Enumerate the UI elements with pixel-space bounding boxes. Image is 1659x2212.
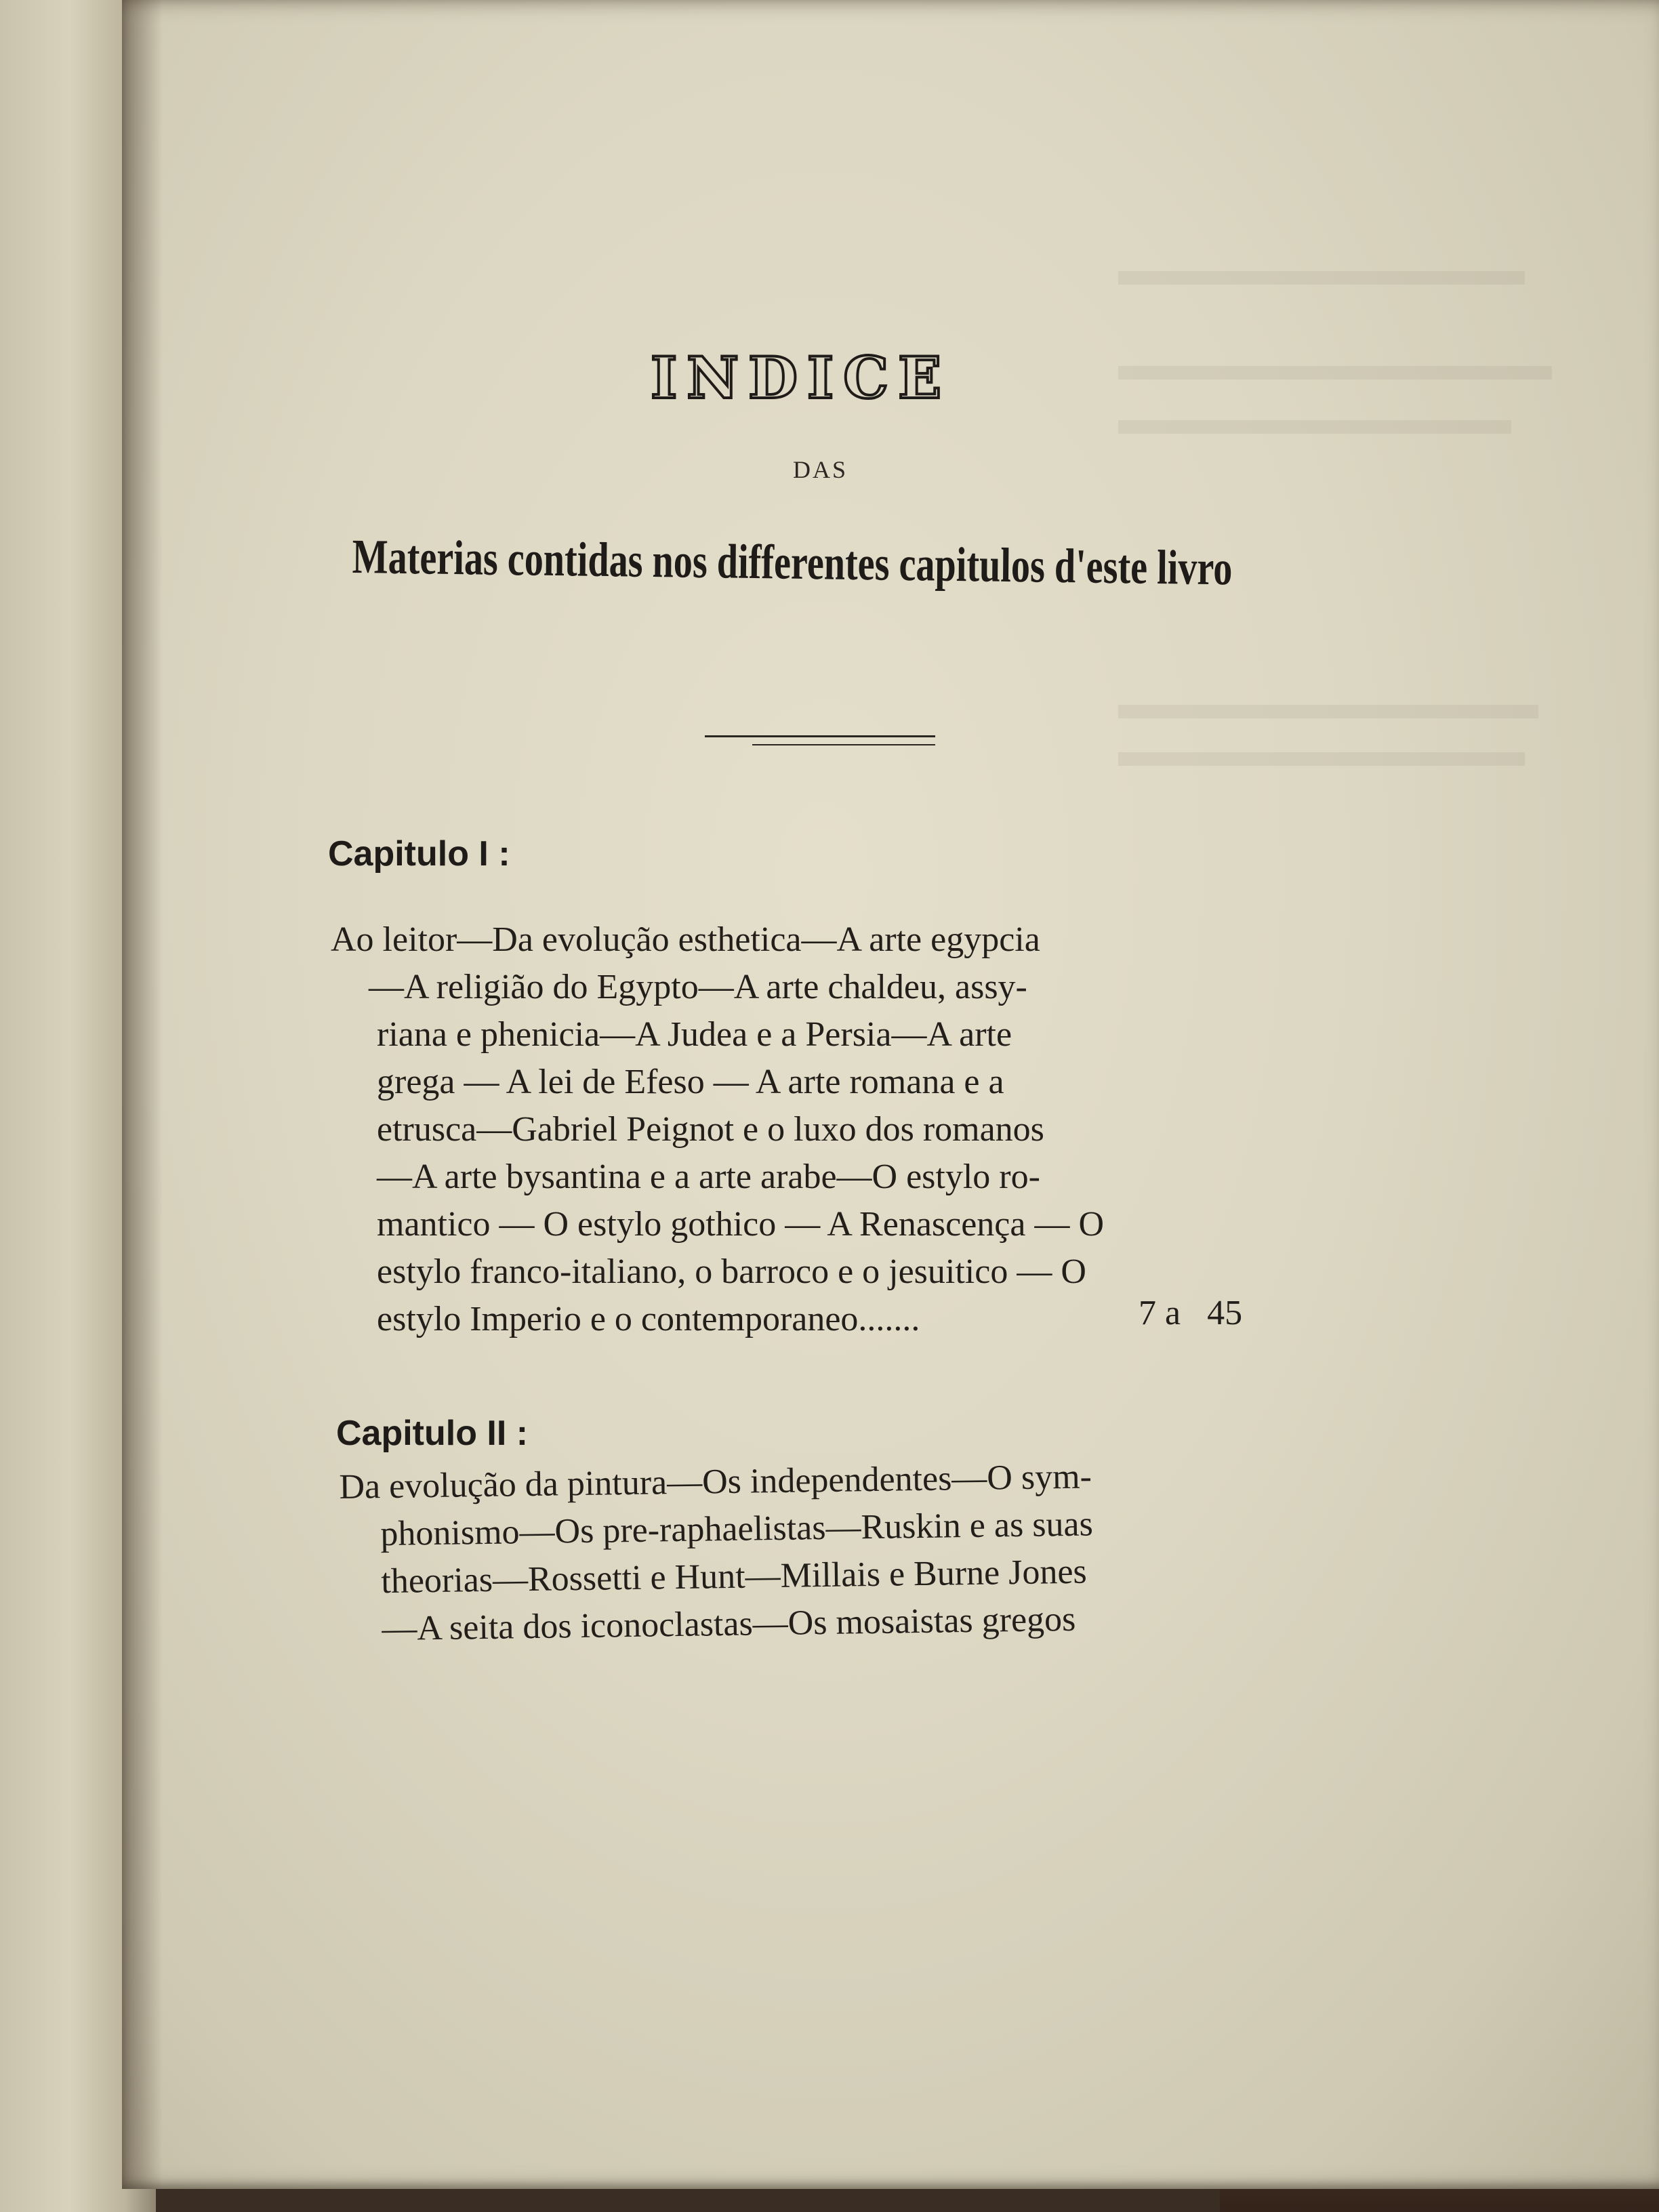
index-heading: Materias contidas nos differentes capitulos d'este livro bbox=[352, 529, 1233, 596]
entry-line: etrusca—Gabriel Peignot e o luxo dos romanos bbox=[377, 1110, 1044, 1149]
show-through-mark bbox=[1118, 420, 1511, 434]
gutter-shadow bbox=[122, 0, 163, 2189]
chapter-2-label: Capitulo II : bbox=[336, 1414, 529, 1453]
index-title: INDICE bbox=[651, 344, 951, 411]
decorative-rule bbox=[752, 744, 935, 745]
show-through-mark bbox=[1118, 271, 1525, 285]
chapter-2-entry bbox=[339, 1452, 1223, 1654]
entry-line: grega — A lei de Efeso — A arte romana e a bbox=[377, 1063, 1004, 1101]
entry-line: —A arte bysantina e a arte arabe—O estylo ro- bbox=[377, 1158, 1040, 1196]
entry-line: —A religião do Egypto—A arte chaldeu, assy- bbox=[369, 968, 1027, 1006]
entry-line: —A seita dos iconoclastas—Os mosaistas gregos bbox=[382, 1599, 1076, 1649]
decorative-rule bbox=[705, 735, 935, 737]
entry-line: riana e phenicia—A Judea e a Persia—A arte bbox=[377, 1015, 1012, 1054]
entry-line: estylo franco-italiano, o barroco e o jesuitico — O bbox=[377, 1252, 1086, 1291]
entry-line: Ao leitor—Da evolução esthetica—A arte egypcia bbox=[331, 920, 1040, 959]
chapter-1-entry bbox=[331, 916, 1212, 1343]
chapter-1-label: Capitulo I : bbox=[328, 834, 510, 874]
entry-line: Da evolução da pintura—Os independentes—O sym- bbox=[339, 1457, 1092, 1507]
chapter-1-pages: 7 a 45 bbox=[1139, 1294, 1243, 1332]
show-through-mark bbox=[1118, 752, 1525, 766]
entry-line: mantico — O estylo gothico — A Renascença — O bbox=[377, 1205, 1105, 1244]
index-subtitle: DAS bbox=[793, 456, 848, 483]
entry-line: theorias—Rossetti e Hunt—Millais e Burne Jones bbox=[381, 1552, 1088, 1601]
entry-line: phonismo—Os pre-raphaelistas—Ruskin e as suas bbox=[380, 1504, 1094, 1554]
show-through-mark bbox=[1118, 366, 1552, 380]
show-through-mark bbox=[1118, 705, 1538, 718]
entry-line: estylo Imperio e o contemporaneo....... bbox=[377, 1300, 920, 1338]
